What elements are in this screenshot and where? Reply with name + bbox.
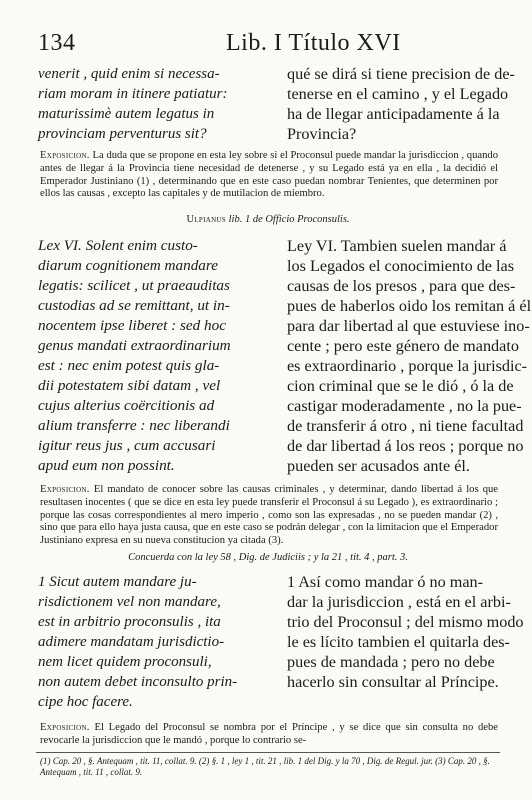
latin-line: igitur reus jus , cum accusari [38, 437, 216, 454]
latin-line: apud eum non possint. [38, 457, 175, 474]
latin-line: Lex VI. Solent enim custo- [38, 237, 198, 254]
spanish-line: Ley VI. Tambien suelen mandar á [287, 237, 507, 255]
spanish-line: hacerlo sin consultar al Príncipe. [287, 673, 499, 691]
exposicion-label: Exposicion. [40, 150, 90, 161]
spanish-passage-2 [287, 236, 532, 476]
spanish-line: para dar libertad al que estuviese ino- [287, 317, 530, 335]
spanish-line: cente ; pero este género de mandato [287, 337, 519, 355]
running-title: Lib. I Título XVI [226, 30, 401, 56]
spanish-line: de transferir á otro , ni tiene facultad [287, 417, 524, 435]
exposicion-text: El mandato de conocer sobre las causas criminales , y determinar, dando libertad á los que resultasen inocentes ( que se dice en esta ley puede transferir el Proconsul á su Legado ), es extraordinario ; porque las cosas correspondientes al mero imperio , como son las expresadas , no se pueden mandar (2) , sino que para ello haya justa causa, que en este caso se podrán delegar , con la limitacion que el Emperador Justiniano expresa en su nueva constitucion ya citada (3). [40, 484, 498, 547]
latin-line: maturissimè autem legatus in [38, 106, 215, 122]
source-work: lib. 1 de Officio Proconsulis. [225, 214, 350, 225]
latin-line: nem licet quidem proconsuli, [38, 654, 212, 670]
latin-line: genus mandati extraordinarium [38, 337, 231, 354]
footnote-divider [36, 752, 500, 753]
exposicion-note-2 [40, 484, 498, 548]
spanish-line: causas de los presos , para que des- [287, 277, 516, 295]
spanish-line: cion criminal que se le dió , ó la de [287, 377, 514, 395]
spanish-line: ha de llegar anticipadamente á la [287, 105, 500, 123]
latin-line: cujus alterius coërcitionis ad [38, 397, 215, 414]
exposicion-label: Exposicion. [40, 484, 90, 495]
source-citation [38, 214, 498, 225]
spanish-line: 1 Así como mandar ó no man- [287, 573, 484, 591]
latin-line: alium transferre : nec liberandi [38, 417, 230, 434]
exposicion-text: El Legado del Proconsul se nombra por el Príncipe , y se dice que sin consulta no debe revocarle la jurisdiccion que le mandó , porque lo contrario se- [40, 722, 498, 746]
latin-line: legatis: scilicet , ut praeauditas [38, 277, 230, 294]
spanish-passage-1 [287, 64, 515, 144]
spanish-line: qué se dirá si tiene precision de de- [287, 65, 515, 83]
concordance-note: Concuerda con la ley 58 , Dig. de Judiciis ; y la 21 , tit. 4 , part. 3. [128, 552, 408, 563]
exposicion-label: Exposicion. [40, 722, 90, 733]
spanish-line: de dar libertad á los reos ; porque no [287, 437, 524, 455]
spanish-line: los Legados el conocimiento de las [287, 257, 515, 275]
latin-passage-3 [38, 572, 270, 712]
latin-line: nocentem ipse liberet : sed hoc [38, 317, 226, 334]
exposicion-note-1 [40, 150, 498, 201]
latin-passage-1 [38, 64, 270, 144]
latin-line: est in arbitrio proconsulis , ita [38, 614, 221, 630]
spanish-passage-3 [287, 572, 524, 692]
spanish-line: tenerse en el camino , y el Legado [287, 85, 509, 103]
spanish-line: castigar moderadamente , no la pue- [287, 397, 522, 415]
spanish-line: es extraordinario , porque la jurisdic- [287, 357, 528, 375]
spanish-line: pues de mandada ; pero no debe [287, 653, 495, 671]
latin-line: non autem debet inconsulto prin- [38, 674, 238, 690]
latin-line: dii potestatem sibi datam , vel [38, 377, 221, 394]
spanish-line: trio del Proconsul ; del mismo modo [287, 613, 524, 631]
latin-line: cipe hoc facere. [38, 694, 133, 710]
latin-line: venerit , quid enim si necessa- [38, 66, 220, 82]
exposicion-note-3 [40, 722, 498, 748]
spanish-line: pueden ser acusados ante él. [287, 457, 470, 475]
spanish-line: le es lícito tambien el quitarla des- [287, 633, 510, 651]
latin-line: risdictionem vel non mandare, [38, 594, 221, 610]
exposicion-text: La duda que se propone en esta ley sobre si el Proconsul puede mandar la jurisdiccion , quando antes de llegar á la Provincia tiene necesidad de detenerse , y su Legado está ya en ella , la decidió el Emperador Justiniano (1) , determinando que en este caso puedan nombrar Tenientes, que determinen por ellos las causas , excepto las capitales y de mutilacion de miembro. [40, 150, 498, 200]
latin-line: diarum cognitionem mandare [38, 257, 218, 274]
spanish-line: dar la jurisdiccion , está en el arbi- [287, 593, 511, 611]
latin-line: riam moram in itinere patiatur: [38, 86, 228, 102]
page-number: 134 [38, 30, 76, 56]
latin-line: provinciam perventurus sit? [38, 126, 207, 142]
spanish-line: Provincia? [287, 125, 357, 143]
latin-passage-2 [38, 236, 270, 476]
latin-line: custodias ad se remittant, ut in- [38, 297, 230, 314]
latin-line: est : nec enim potest quis gla- [38, 357, 220, 374]
spanish-line: pues de haberlos oido los remitan á él [287, 297, 532, 315]
source-author: Ulpianus [186, 214, 226, 225]
footnotes: (1) Cap. 20 , §. Antequam , tit. 11, collat. 9. (2) §. 1 , ley 1 , tit. 21 , lib. 1 del Dig. y la 70 , Dig. de Regul. jur. (3) Cap. 20 , §. Antequam , tit. 11 , collat. 9. [40, 756, 490, 777]
latin-line: 1 Sicut autem mandare ju- [38, 574, 197, 590]
latin-line: adimere mandatam jurisdictio- [38, 634, 225, 650]
